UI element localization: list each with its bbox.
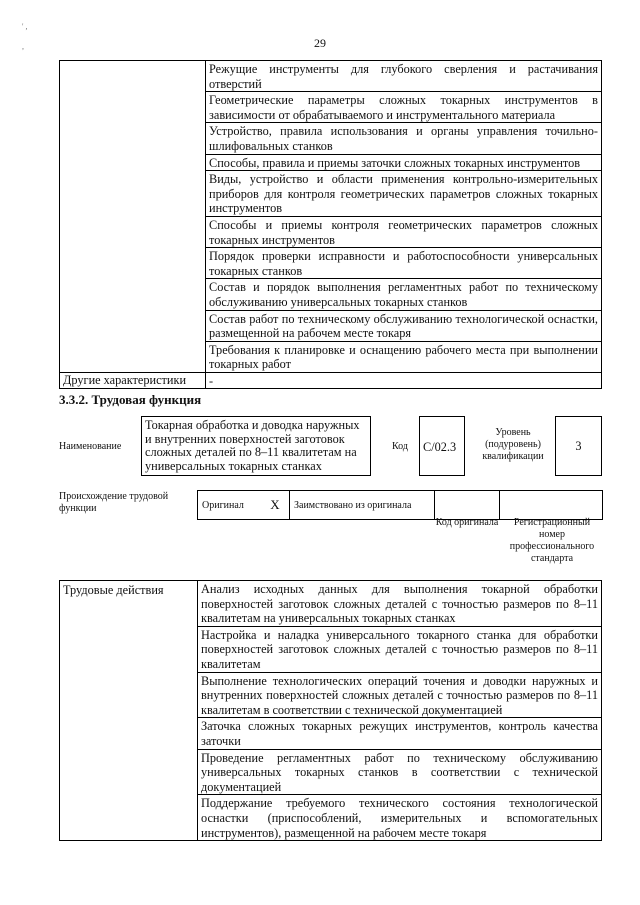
table-cell: Поддержание требуемого технического состояния технологической оснастки (приспособлений, измерительных и вспомогательных инструментов), размещенной на рабочем месте токаря xyxy=(198,795,602,841)
section-title: 3.3.2. Трудовая функция xyxy=(59,392,202,407)
level-label: Уровень (подуровень) квалификации xyxy=(482,427,544,462)
scan-specks: ' , , xyxy=(22,22,28,51)
table-row xyxy=(60,581,602,627)
function-name-field: Токарная обработка и доводка наружных и внутренних поверхностей заготовок сложных деталей по 8–11 квалитетам на универсальных токарных станках xyxy=(141,416,371,476)
labor-actions-label: Трудовые действия xyxy=(60,581,198,841)
table-cell: Виды, устройство и области применения контрольно-измерительных приборов для контроля геометрических параметров сложных токарных инструментов xyxy=(206,171,602,217)
code-original-cell xyxy=(435,491,500,520)
table-cell: Заточка сложных токарных режущих инструментов, контроль качества заточки xyxy=(198,718,602,749)
table-row xyxy=(198,491,603,520)
table-cell: Выполнение технологических операций точения и доводки наружных и внутренних поверхностей сложных деталей с точностью размеров по 8–11 квалитетам в соответствии с технической документацией xyxy=(198,672,602,718)
function-code-field: C/02.3 xyxy=(419,416,465,476)
table-cell: Способы, правила и приемы заточки сложных токарных инструментов xyxy=(206,154,602,171)
origin-table xyxy=(197,490,603,520)
table-cell: Состав работ по техническому обслуживанию технологической оснастки, размещенной на рабочем месте токаря xyxy=(206,310,602,341)
name-label: Наименование xyxy=(59,441,122,452)
page-number: 29 xyxy=(314,36,326,50)
other-characteristics-value: - xyxy=(206,372,602,388)
table-cell: Способы и приемы контроля геометрических параметров сложных токарных инструментов xyxy=(206,216,602,247)
labor-actions-table xyxy=(59,580,602,841)
level-value-field: 3 xyxy=(555,416,602,476)
table-cell: Анализ исходных данных для выполнения токарной обработки поверхностей заготовок сложных деталей с точностью размеров по 8–11 квалитетам на универсальных токарных станках xyxy=(198,581,602,627)
table-cell: Геометрические параметры сложных токарных инструментов в зависимости от обрабатываемого и инструментального материала xyxy=(206,92,602,123)
reg-number-cell xyxy=(500,491,603,520)
table-cell: Требования к планировке и оснащению рабочего места при выполнении токарных работ xyxy=(206,341,602,372)
reg-number-label: Регистрационный номер профессионального стандарта xyxy=(509,517,595,564)
table-cell: Настройка и наладка универсального токарного станка для обработки поверхностей заготовок сложных деталей с точностью размеров по 8–11 квалитетам xyxy=(198,626,602,672)
borrowed-label: Заимствовано из оригинала xyxy=(290,491,435,520)
table-cell: Устройство, правила использования и органы управления точильно-шлифовальных станков xyxy=(206,123,602,154)
table-cell: Порядок проверки исправности и работоспособности универсальных токарных станков xyxy=(206,248,602,279)
table-cell: Проведение регламентных работ по техническому обслуживанию универсальных токарных станков в соответствии с технической документацией xyxy=(198,749,602,795)
knowledge-table xyxy=(59,60,602,389)
original-label: Оригинал xyxy=(198,491,262,520)
table-cell: Режущие инструменты для глубокого сверления и растачивания отверстий xyxy=(206,61,602,92)
other-characteristics-label: Другие характеристики xyxy=(60,372,206,388)
code-original-label: Код оригинала xyxy=(435,517,499,528)
original-mark: X xyxy=(261,491,290,520)
table-row xyxy=(60,61,602,92)
table-row-other xyxy=(60,372,602,388)
code-label: Код xyxy=(392,441,408,452)
empty-label-cell xyxy=(60,61,206,373)
origin-label: Происхождение трудовой функции xyxy=(59,491,169,514)
table-cell: Состав и порядок выполнения регламентных работ по техническому обслуживанию универсальных токарных станков xyxy=(206,279,602,310)
